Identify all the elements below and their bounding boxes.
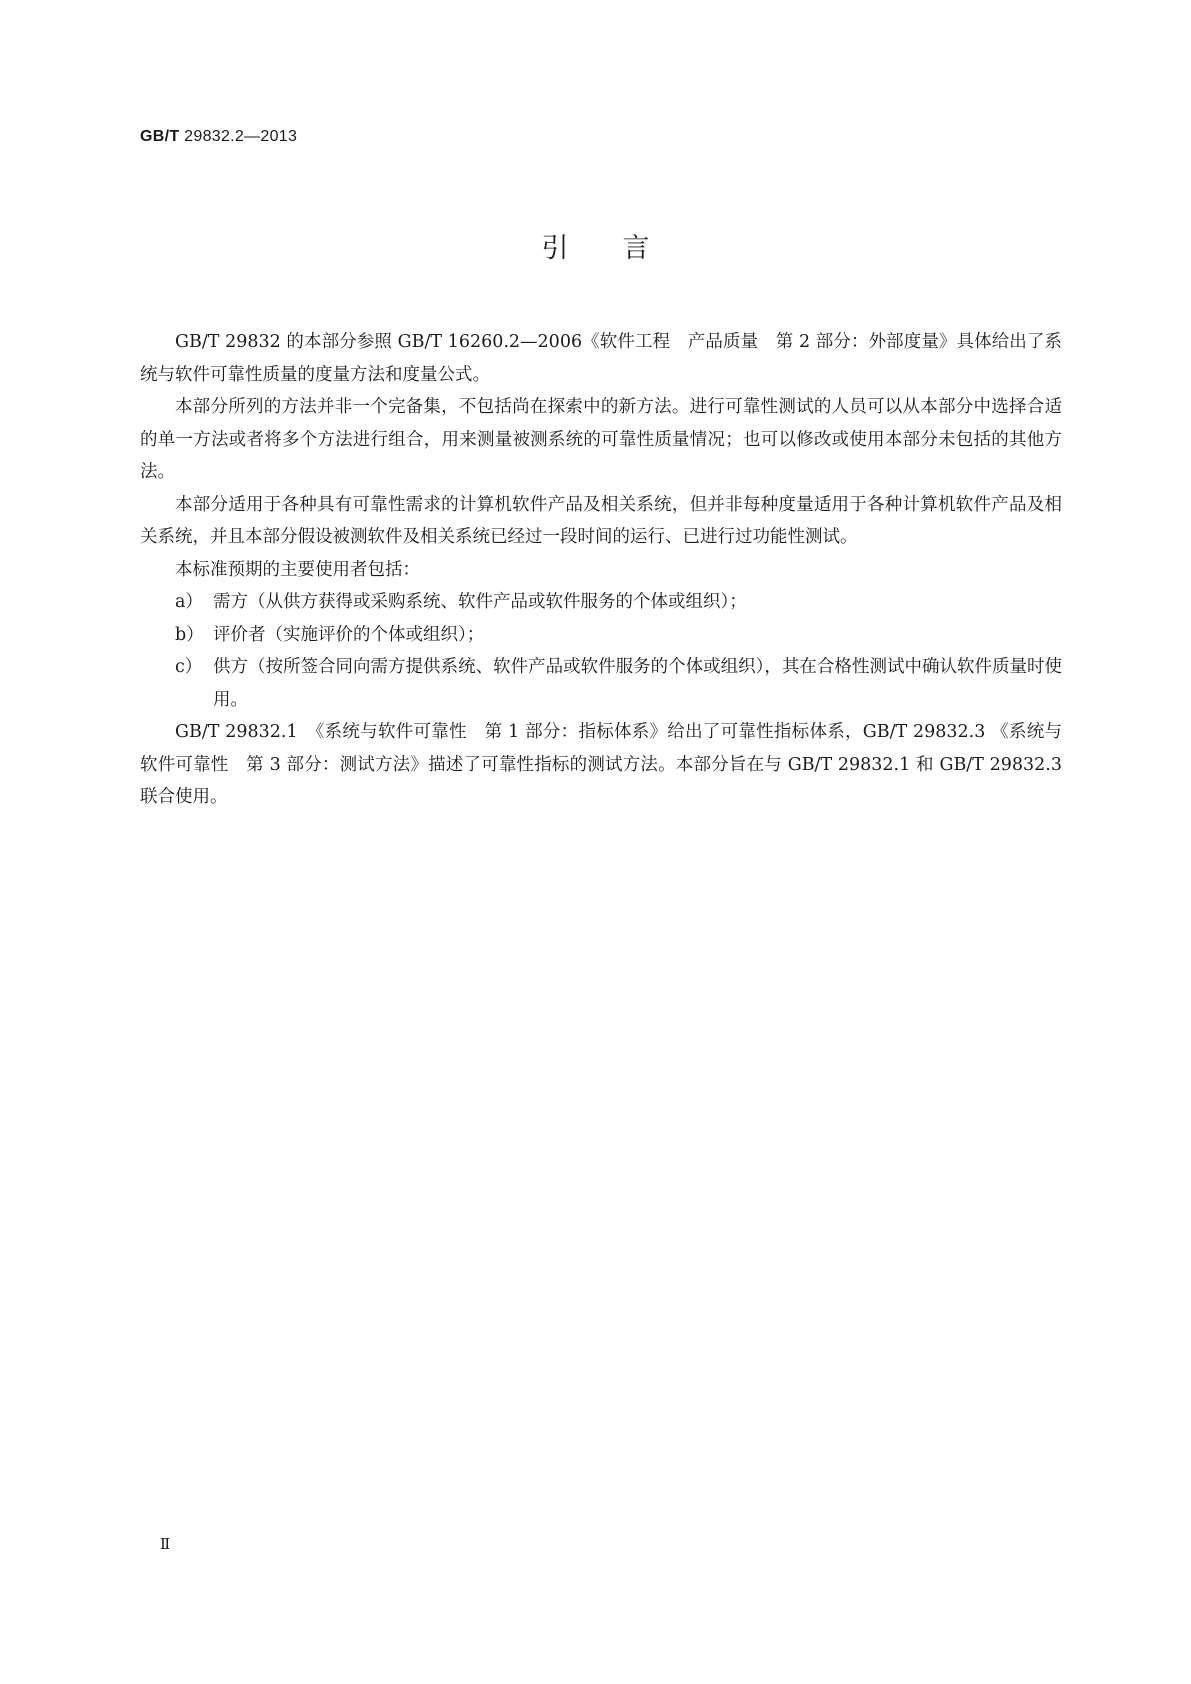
page-title: 引 言 xyxy=(541,233,650,264)
list-label: b） xyxy=(175,624,204,645)
list-text: 供方（按所签合同向需方提供系统、软件产品或软件服务的个体或组织），其在合格性测试中确认软件质量时使用。 xyxy=(213,657,1062,710)
page-number: Ⅱ xyxy=(160,1535,171,1553)
standard-prefix: GB/T xyxy=(140,128,180,145)
paragraph-related-parts: GB/T 29832.1 《系统与软件可靠性 第 1 部分：指标体系》给出了可靠性指标体系，GB/T 29832.3 《系统与软件可靠性 第 3 部分：测试方法》描述了可靠性指标的测试方法。本部分旨在与 GB/T 29832.1 和 GB/T 29832.3 联合使用。 xyxy=(140,722,1062,807)
paragraph-applicability: 本部分适用于各种具有可靠性需求的计算机软件产品及相关系统，但并非每种度量适用于各种计算机软件产品及相关系统，并且本部分假设被测软件及相关系统已经过一段时间的运行、已进行过功能性测试。 xyxy=(140,494,1062,547)
list-text: 需方（从供方获得或采购系统、软件产品或软件服务的个体或组织）； xyxy=(213,592,747,612)
list-item xyxy=(140,586,1062,619)
list-label: c） xyxy=(175,657,203,677)
list-item xyxy=(140,651,1062,716)
list-label: a） xyxy=(175,592,203,612)
standard-number: 29832.2—2013 xyxy=(184,128,298,145)
paragraph-scope: GB/T 29832 的本部分参照 GB/T 16260.2—2006《软件工程 产品质量 第 2 部分：外部度量》具体给出了系统与软件可靠性质量的度量方法和度量公式。 xyxy=(140,332,1062,385)
paragraph-methods: 本部分所列的方法并非一个完备集，不包括尚在探索中的新方法。进行可靠性测试的人员可以从本部分中选择合适的单一方法或者将多个方法进行组合，用来测量被测系统的可靠性质量情况；也可以修改或使用本部分未包括的其他方法。 xyxy=(140,397,1062,482)
list-text: 评价者（实施评价的个体或组织）； xyxy=(213,624,485,645)
paragraph-users-intro: 本标准预期的主要使用者包括： xyxy=(175,559,420,580)
standard-code-header xyxy=(140,128,297,146)
list-item xyxy=(140,619,1062,652)
document-body xyxy=(140,326,1062,814)
